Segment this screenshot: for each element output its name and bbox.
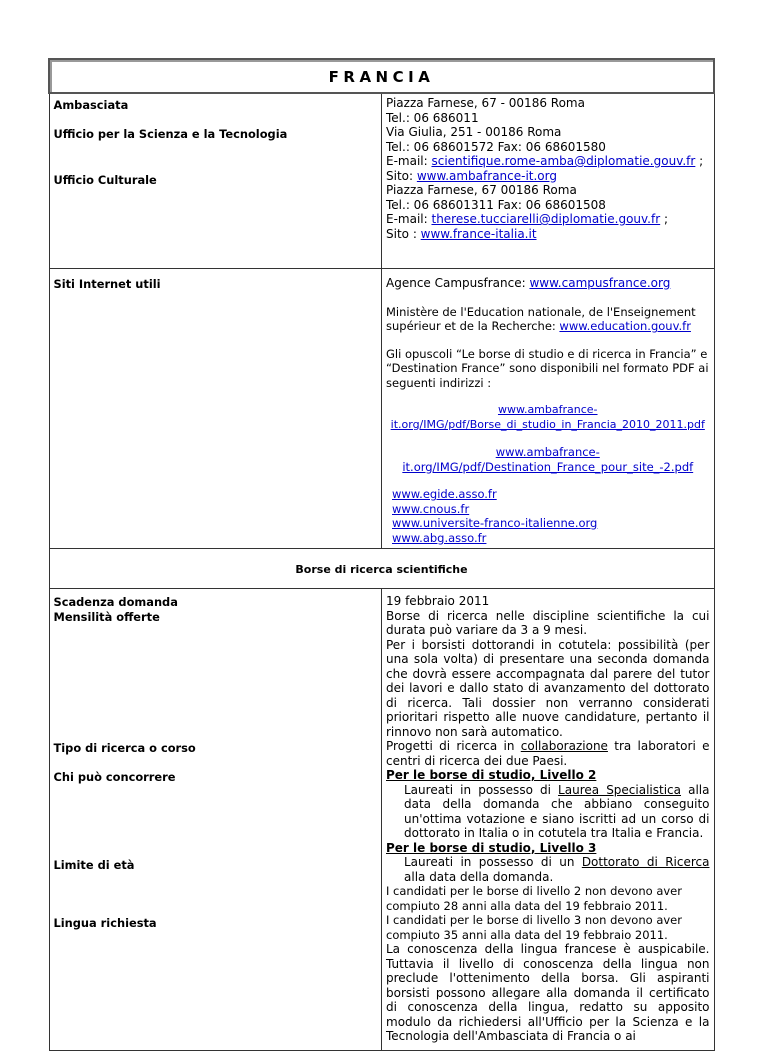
pdf1-line	[386, 403, 710, 432]
abg-link[interactable]: www.abg.asso.fr	[392, 530, 487, 545]
scholarship-table	[48, 58, 715, 1051]
opuscoli-text: Gli opuscoli “Le borse di studio e di ricerca in Francia” e “Destination France” sono disponibili nel formato PDF ai seguenti indirizzi :	[386, 346, 709, 390]
borse-row	[49, 589, 714, 1051]
label-ambasciata: Ambasciata	[53, 98, 129, 112]
contacts-values	[382, 93, 715, 269]
cnous-link[interactable]: www.cnous.fr	[392, 501, 470, 516]
campus-link[interactable]: www.campusfrance.org	[529, 276, 671, 290]
label-ufficio-culturale: Ufficio Culturale	[53, 173, 157, 187]
campus-line: Agence Campusfrance: www.campusfrance.org	[386, 276, 671, 290]
eta-p1: I candidati per le borse di livello 2 non devono aver compiuto 28 anni alla data del 19 febbraio 2011.	[386, 884, 682, 913]
scienza-site-line: Sito: www.ambafrance-it.org	[386, 168, 557, 183]
section-row	[49, 549, 714, 589]
ministere-link[interactable]: www.education.gouv.fr	[559, 319, 691, 333]
scienza-tel: Tel.: 06 68601572 Fax: 06 68601580	[386, 139, 606, 154]
label-mensilita: Mensilità offerte	[53, 610, 160, 624]
ambasciata-address: Piazza Farnese, 67 - 00186 Roma	[386, 96, 585, 110]
culturale-address: Piazza Farnese, 67 00186 Roma	[386, 183, 577, 197]
eta-p2: I candidati per le borse di livello 3 non devono aver compiuto 35 anni alla data del 19 febbraio 2011.	[386, 913, 682, 942]
label-lingua: Lingua richiesta	[53, 916, 157, 930]
label-scadenza: Scadenza domanda	[53, 595, 178, 609]
universite-link[interactable]: www.universite-franco-italienne.org	[392, 516, 598, 530]
liv3-heading: Per le borse di studio, Livello 3	[386, 840, 597, 855]
contacts-row	[49, 93, 714, 269]
liv2-text: Laureati in possesso di Laurea Specialistica alla data della domanda che abbiano conseguito un'ottima votazione e siano iscritti ad un corso di dottorato in Italia o in cotutela tra Italia e Francia.	[404, 782, 710, 840]
links-list	[386, 487, 710, 545]
culturale-site-link[interactable]: www.france-italia.it	[420, 226, 537, 241]
culturale-tel: Tel.: 06 68601311 Fax: 06 68601508	[386, 197, 606, 212]
label-ufficio-scienza: Ufficio per la Scienza e la Tecnologia	[53, 127, 288, 141]
scienza-address: Via Giulia, 251 - 00186 Roma	[386, 125, 562, 139]
mensilita-p2: Per i borsisti dottorandi in cotutela: possibilità (per una sola volta) di presentare una seconda domanda che dovrà essere accompagnata dal parere del tutor dei lavori e dallo stato di avanzamento del dottorato di ricerca. Tali dossier non verranno considerati prioritari rispetto alle nuove candidature, pertanto il rinnovo non sarà automatico.	[386, 637, 710, 739]
siti-values	[382, 269, 715, 549]
mensilita-p1: Borse di ricerca nelle discipline scientifiche la cui durata può variare da 3 a 9 mesi.	[386, 608, 710, 637]
title-cell	[49, 59, 714, 93]
label-tipo: Tipo di ricerca o corso	[53, 741, 196, 755]
scadenza-value: 19 febbraio 2011	[386, 594, 490, 608]
document-page	[48, 58, 715, 1051]
culturale-email-line: E-mail: therese.tucciarelli@diplomatie.gouv.fr ;	[386, 212, 669, 226]
ambasciata-tel: Tel.: 06 686011	[386, 110, 479, 125]
culturale-email-link[interactable]: therese.tucciarelli@diplomatie.gouv.fr	[431, 212, 661, 226]
label-chi: Chi può concorrere	[53, 770, 176, 784]
country-title: FRANCIA	[328, 68, 435, 86]
liv2-heading: Per le borse di studio, Livello 2	[386, 768, 597, 782]
contacts-labels	[49, 93, 382, 269]
pdf2-link[interactable]: www.ambafrance-it.org/IMG/pdf/Destination_France_pour_site_-2.pdf	[402, 445, 694, 474]
culturale-site-line: Sito : www.france-italia.it	[386, 226, 537, 241]
liv3-text: Laureati in possesso di un Dottorato di Ricerca alla data della domanda.	[404, 855, 710, 884]
scienza-email-link[interactable]: scientifique.rome-amba@diplomatie.gouv.fr	[431, 154, 696, 168]
scienza-email-line: E-mail: scientifique.rome-amba@diplomatie.gouv.fr ;	[386, 154, 704, 168]
lingua-text: La conoscenza della lingua francese è auspicabile. Tuttavia il livello di conoscenza della lingua non preclude l'ottenimento della borsa. Gli aspiranti borsisti possono allegare alla domanda il certificato di conoscenza della lingua, redatto su apposito modulo da richiedersi all'Ufficio per la Scienza e la Tecnologia dell'Ambasciata di Francia o ai	[386, 942, 710, 1043]
ministere-line: Ministère de l'Education nationale, de l'Enseignement supérieur et de la Recherche: www.education.gouv.fr	[386, 304, 696, 333]
egide-link[interactable]: www.egide.asso.fr	[392, 487, 497, 501]
scienza-site-link[interactable]: www.ambafrance-it.org	[416, 168, 557, 183]
borse-values	[382, 589, 715, 1051]
siti-label: Siti Internet utili	[49, 269, 382, 549]
label-eta: Limite di età	[53, 858, 135, 872]
pdf1-link[interactable]: www.ambafrance-it.org/IMG/pdf/Borse_di_studio_in_Francia_2010_2011.pdf	[390, 403, 705, 431]
siti-row	[49, 269, 714, 549]
borse-labels	[49, 589, 382, 1051]
pdf2-line	[386, 445, 710, 474]
section-title: Borse di ricerca scientifiche	[49, 549, 714, 589]
tipo-value: Progetti di ricerca in collaborazione tra laboratori e centri di ricerca dei due Paesi.	[386, 739, 710, 768]
